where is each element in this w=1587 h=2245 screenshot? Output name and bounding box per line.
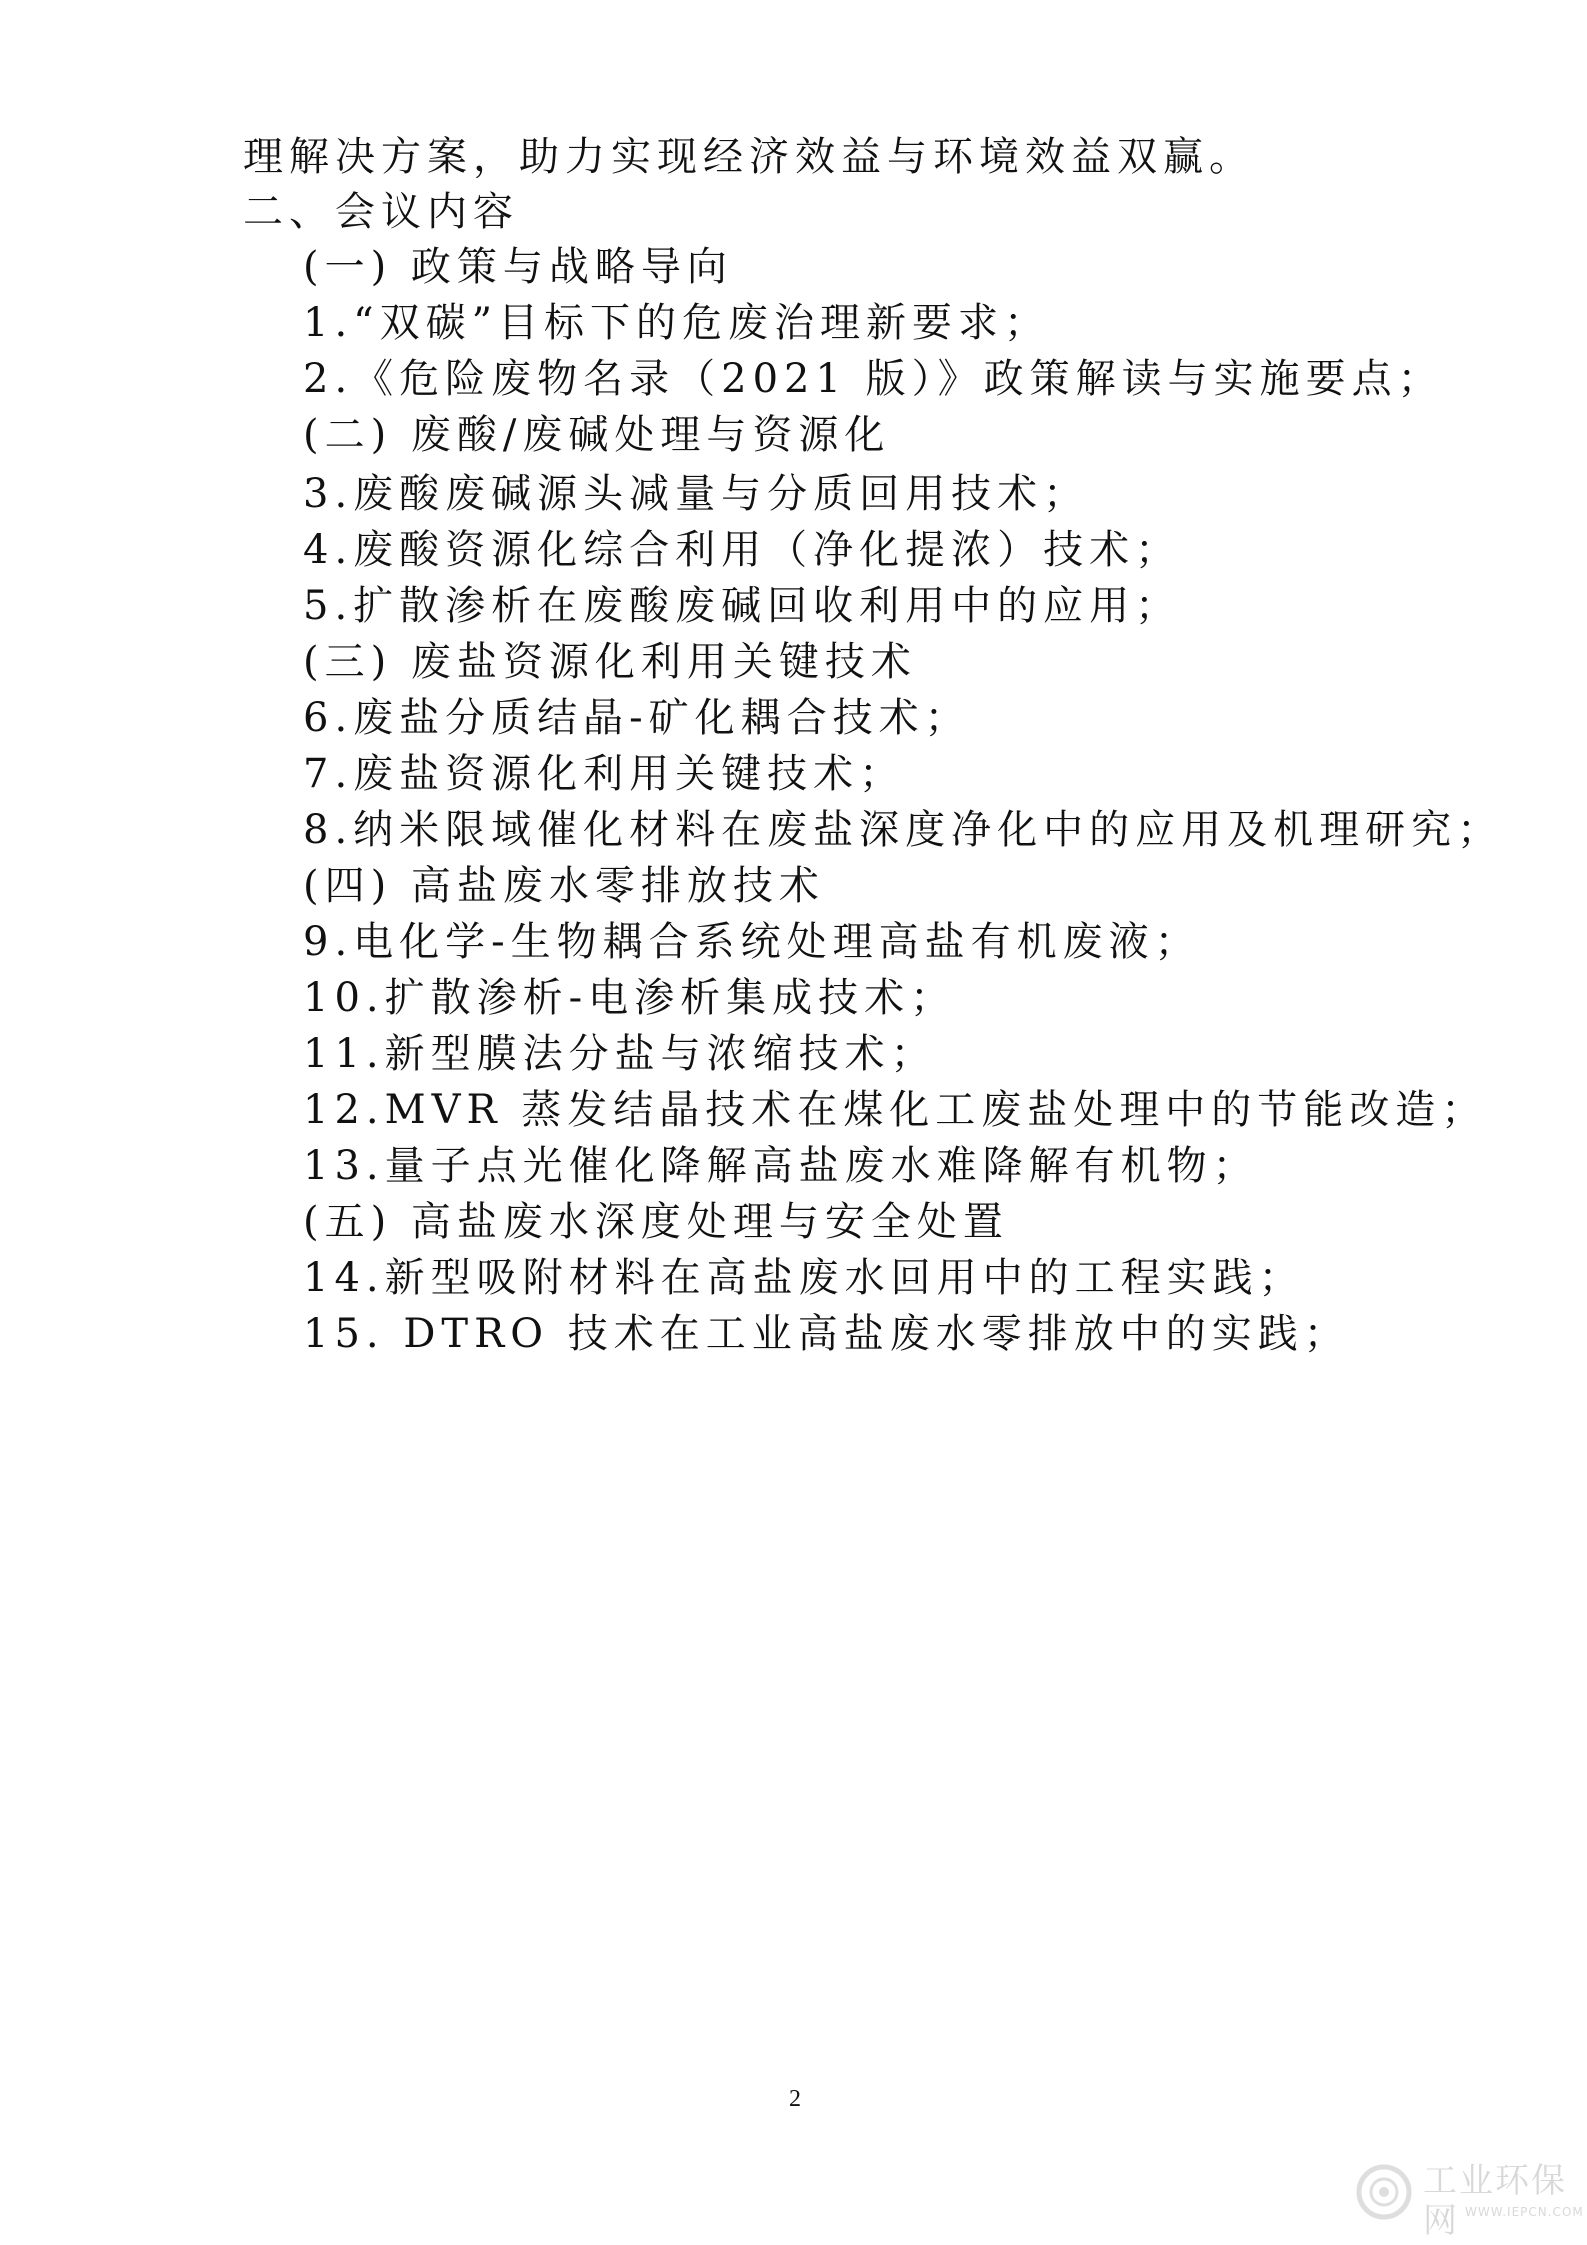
circle-logo-icon [1355,2163,1413,2221]
list-item-9: 9.电化学-生物耦合系统处理高盐有机废液； [303,919,1201,965]
watermark-url: WWW.IEPCN.COM [1465,2205,1584,2219]
subsection-heading-4: (四) 高盐废水零排放技术 [303,863,825,909]
list-item-5: 5.扩散渗析在废酸废碱回收利用中的应用； [303,583,1182,629]
list-item-6: 6.废盐分质结晶-矿化耦合技术； [303,695,971,741]
list-item-11: 11.新型膜法分盐与浓缩技术； [303,1031,937,1077]
subsection-heading-3: (三) 废盐资源化利用关键技术 [303,639,917,685]
list-item-15: 15. DTRO 技术在工业高盐废水零排放中的实践； [303,1311,1350,1357]
list-item-1: 1.“双碳”目标下的危废治理新要求； [303,300,1051,346]
page-number: 2 [789,2086,801,2112]
watermark-brand-name: 工业环保网 [1423,2161,1567,2241]
list-item-13: 13.量子点光催化降解高盐废水难降解有机物； [303,1143,1259,1189]
subsection-heading-2: (二) 废酸/废碱处理与资源化 [303,412,891,458]
text-line-1: 理解决方案，助力实现经济效益与环境效益双赢。 [243,134,1255,180]
subsection-heading-5: (五) 高盐废水深度处理与安全处置 [303,1199,1009,1245]
list-item-10: 10.扩散渗析-电渗析集成技术； [303,975,957,1021]
watermark [1355,2157,1584,2241]
list-item-3: 3.废酸废碱源头减量与分质回用技术； [303,471,1090,517]
list-item-2: 2.《危险废物名录（2021 版）》政策解读与实施要点； [303,356,1444,402]
list-item-12: 12.MVR 蒸发结晶技术在煤化工废盐处理中的节能改造； [303,1087,1488,1133]
subsection-heading-1: (一) 政策与战略导向 [303,244,733,290]
list-item-14: 14.新型吸附材料在高盐废水回用中的工程实践； [303,1255,1305,1301]
list-item-8: 8.纳米限域催化材料在废盐深度净化中的应用及机理研究； [303,807,1504,853]
list-item-7: 7.废盐资源化利用关键技术； [303,751,906,797]
section-heading: 二、会议内容 [243,189,519,235]
list-item-4: 4.废酸资源化综合利用（净化提浓）技术； [303,527,1182,573]
